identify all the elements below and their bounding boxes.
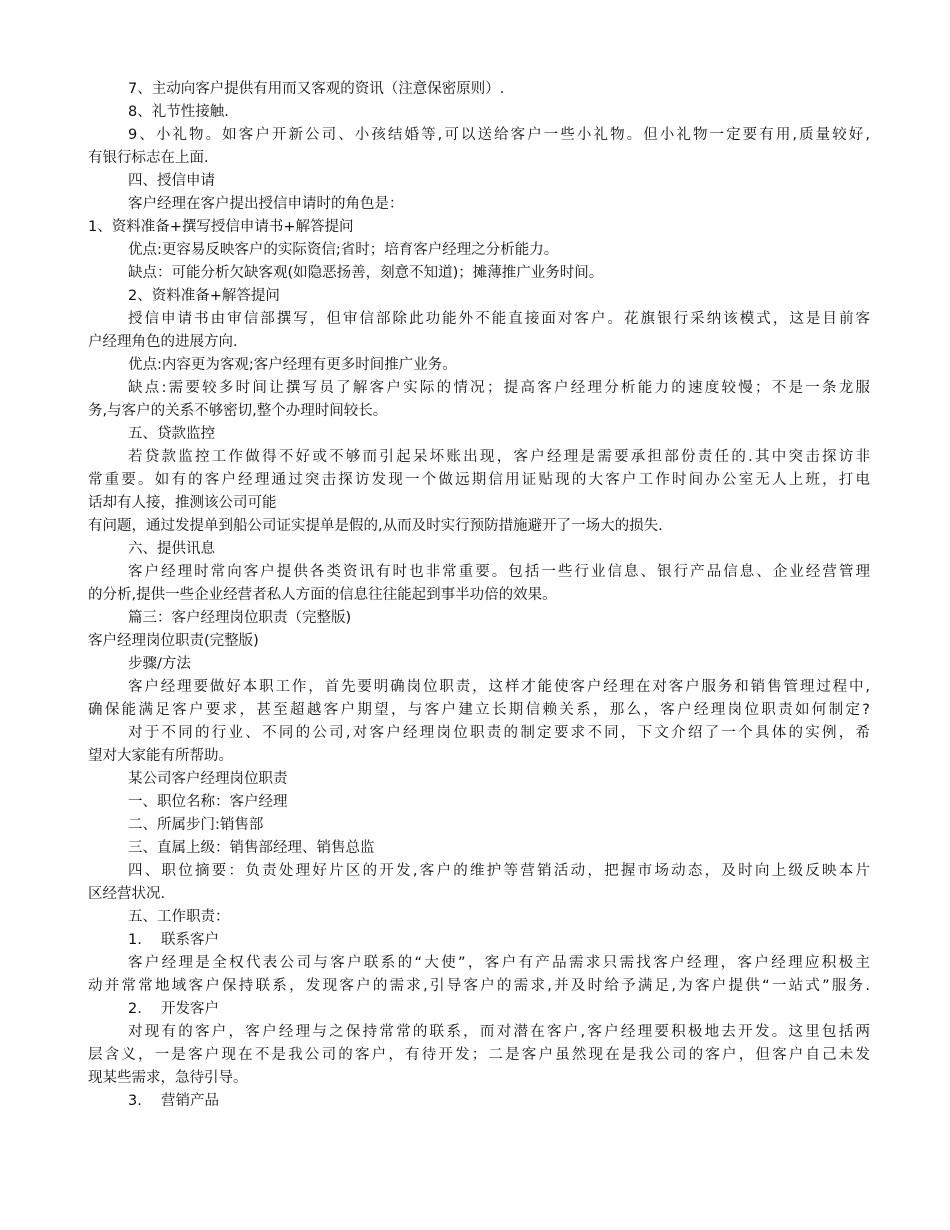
text-line: 优点:内容更为客观;客户经理有更多时间推广业务。 bbox=[128, 357, 457, 373]
text-line: 1. 联系客户 bbox=[128, 932, 219, 948]
text-line: 对于不同的行业、不同的公司,对客户经理岗位职责的制定要求不同，下文介绍了一个具体的实例，希 bbox=[128, 725, 870, 741]
text-line: 六、提供讯息 bbox=[128, 541, 215, 557]
text-line: 区经营状况. bbox=[88, 886, 166, 902]
text-line: 动并常常地域客户保持联系，发现客户的需求,引导客户的需求,并及时给予满足,为客户提供“一站式”服务. bbox=[88, 978, 870, 994]
text-line: 优点:更容易反映客户的实际资信;省时；培育客户经理之分析能力。 bbox=[128, 242, 559, 258]
text-line: 2. 开发客户 bbox=[128, 1001, 219, 1017]
text-line: 三、直属上级：销售部经理、销售总监 bbox=[128, 840, 375, 856]
text-line: 有问题，通过发提单到船公司证实提单是假的,从而及时实行预防措施避开了一场大的损失. bbox=[88, 518, 663, 534]
text-line: 缺点：可能分析欠缺客观(如隐恶扬善，刻意不知道)；摊薄推广业务时间。 bbox=[128, 265, 604, 281]
text-line: 话却有人接，推测该公司可能 bbox=[88, 495, 277, 511]
text-line: 五、工作职责： bbox=[128, 909, 230, 925]
text-line: 步骤/方法 bbox=[128, 656, 191, 672]
text-line: 四、职位摘要：负责处理好片区的开发,客户的维护等营销活动，把握市场动态，及时向上级反映本片 bbox=[128, 863, 870, 879]
text-line: 务,与客户的关系不够密切,整个办理时间较长。 bbox=[88, 403, 388, 419]
text-line: 9、小礼物。如客户开新公司、小孩结婚等,可以送给客户一些小礼物。但小礼物一定要有用,质量较好, bbox=[128, 127, 870, 143]
text-line: 客户经理要做好本职工作，首先要明确岗位职责，这样才能使客户经理在对客户服务和销售管理过程中, bbox=[128, 679, 870, 695]
text-line: 四、授信申请 bbox=[128, 173, 215, 189]
text-line: 8、礼节性接触. bbox=[128, 104, 229, 120]
text-line: 7、主动向客户提供有用而又客观的资讯（注意保密原则）. bbox=[128, 81, 505, 97]
text-line: 的分析,提供一些企业经营者私人方面的信息往往能起到事半功倍的效果。 bbox=[88, 587, 557, 603]
text-line: 客户经理是全权代表公司与客户联系的“大使”，客户有产品需求只需找客户经理，客户经理应积极主 bbox=[128, 955, 870, 971]
text-line: 篇三：客户经理岗位职责（完整版) bbox=[128, 610, 352, 626]
text-line: 对现有的客户，客户经理与之保持常常的联系，而对潜在客户,客户经理要积极地去开发。这里包括两 bbox=[128, 1024, 870, 1040]
text-line: 缺点:需要较多时间让撰写员了解客户实际的情况；提高客户经理分析能力的速度较慢；不是一条龙服 bbox=[128, 380, 870, 396]
text-line: 户经理角色的进展方向. bbox=[88, 334, 238, 350]
text-line: 客户经理在客户提出授信申请时的角色是： bbox=[128, 196, 404, 212]
text-line: 客户经理岗位职责(完整版) bbox=[88, 633, 259, 649]
text-line: 2、资料准备+解答提问 bbox=[128, 288, 280, 304]
text-line: 五、贷款监控 bbox=[128, 426, 215, 442]
text-line: 层含义，一是客户现在不是我公司的客户，有待开发；二是客户虽然现在是我公司的客户，但客户自己未发 bbox=[88, 1047, 870, 1063]
text-line: 二、所属步门:销售部 bbox=[128, 817, 264, 833]
text-line: 授信申请书由审信部撰写，但审信部除此功能外不能直接面对客户。花旗银行采纳该模式，这是目前客 bbox=[128, 311, 870, 327]
text-line: 常重要。如有的客户经理通过突击探访发现一个做远期信用证贴现的大客户工作时间办公室无人上班，打电 bbox=[88, 472, 870, 488]
text-line: 某公司客户经理岗位职责 bbox=[128, 771, 288, 787]
text-line: 有银行标志在上面. bbox=[88, 150, 209, 166]
text-line: 若贷款监控工作做得不好或不够而引起呆坏账出现，客户经理是需要承担部份责任的.其中突击探访非 bbox=[128, 449, 870, 465]
text-line: 望对大家能有所帮助。 bbox=[88, 748, 233, 764]
text-line: 一、职位名称：客户经理 bbox=[128, 794, 288, 810]
text-line: 现某些需求，急待引导。 bbox=[88, 1070, 248, 1086]
text-line: 3. 营销产品 bbox=[128, 1093, 219, 1109]
text-line: 客户经理时常向客户提供各类资讯有时也非常重要。包括一些行业信息、银行产品信息、企业经营管理 bbox=[128, 564, 870, 580]
text-line: 1、资料准备+撰写授信申请书+解答提问 bbox=[88, 219, 354, 235]
text-line: 确保能满足客户要求，甚至超越客户期望，与客户建立长期信赖关系，那么，客户经理岗位职责如何制定? bbox=[88, 702, 870, 718]
